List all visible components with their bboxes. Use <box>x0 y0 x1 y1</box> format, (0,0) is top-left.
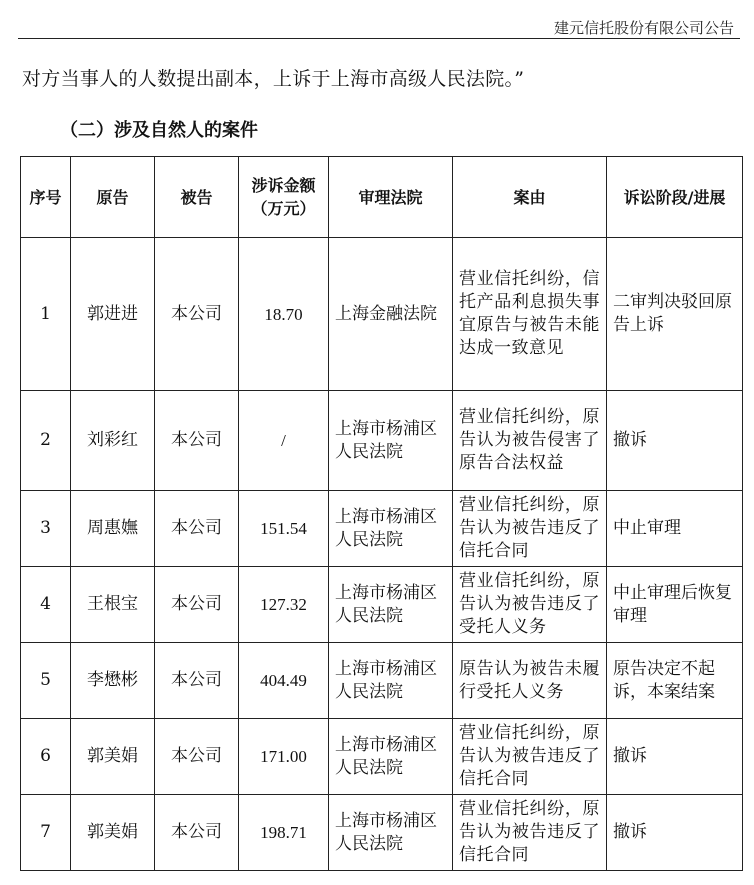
cell-index: 4 <box>21 567 71 643</box>
intro-paragraph: 对方当事人的人数提出副本，上诉于上海市高级人民法院。” <box>22 68 525 90</box>
cell-plaintiff: 周惠嫵 <box>71 491 155 567</box>
cell-court: 上海市杨浦区人民法院 <box>329 795 453 871</box>
cell-index: 5 <box>21 643 71 719</box>
cell-court: 上海市杨浦区人民法院 <box>329 491 453 567</box>
table-row <box>21 567 743 643</box>
header-cause: 案由 <box>453 157 607 238</box>
cell-defendant: 本公司 <box>155 391 239 491</box>
cell-defendant: 本公司 <box>155 719 239 795</box>
cell-stage: 中止审理 <box>607 491 743 567</box>
cell-cause: 原告认为被告未履行受托人义务 <box>453 643 607 719</box>
cases-table <box>20 156 743 871</box>
cell-index: 7 <box>21 795 71 871</box>
cell-plaintiff: 郭进进 <box>71 238 155 391</box>
cell-plaintiff: 李懋彬 <box>71 643 155 719</box>
cell-defendant: 本公司 <box>155 491 239 567</box>
header-plaintiff: 原告 <box>71 157 155 238</box>
header-amount: 涉诉金额（万元） <box>239 157 329 238</box>
cell-stage: 撤诉 <box>607 719 743 795</box>
cell-amount: 127.32 <box>239 567 329 643</box>
cell-amount: 171.00 <box>239 719 329 795</box>
cell-cause: 营业信托纠纷，信托产品利息损失事宜原告与被告未能达成一致意见 <box>453 238 607 391</box>
cell-amount: 151.54 <box>239 491 329 567</box>
header-defendant: 被告 <box>155 157 239 238</box>
section-title: （二）涉及自然人的案件 <box>60 120 258 141</box>
table-header-row <box>21 157 743 238</box>
cell-plaintiff: 郭美娟 <box>71 795 155 871</box>
cell-amount: 18.70 <box>239 238 329 391</box>
cell-court: 上海市杨浦区人民法院 <box>329 643 453 719</box>
cell-stage: 原告决定不起诉，本案结案 <box>607 643 743 719</box>
cell-stage: 撤诉 <box>607 391 743 491</box>
table-row <box>21 643 743 719</box>
cell-index: 1 <box>21 238 71 391</box>
table-row <box>21 719 743 795</box>
page-header <box>0 0 754 38</box>
table-row <box>21 238 743 391</box>
cell-cause: 营业信托纠纷，原告认为被告侵害了原告合法权益 <box>453 391 607 491</box>
header-index: 序号 <box>21 157 71 238</box>
cell-defendant: 本公司 <box>155 567 239 643</box>
cell-defendant: 本公司 <box>155 795 239 871</box>
cell-index: 3 <box>21 491 71 567</box>
cell-defendant: 本公司 <box>155 643 239 719</box>
table-row <box>21 491 743 567</box>
cell-stage: 中止审理后恢复审理 <box>607 567 743 643</box>
cell-cause: 营业信托纠纷，原告认为被告违反了信托合同 <box>453 795 607 871</box>
cell-court: 上海市杨浦区人民法院 <box>329 567 453 643</box>
cell-amount: 198.71 <box>239 795 329 871</box>
company-announcement-title: 建元信托股份有限公司公告 <box>553 19 734 37</box>
cell-index: 2 <box>21 391 71 491</box>
cell-cause: 营业信托纠纷，原告认为被告违反了信托合同 <box>453 491 607 567</box>
cell-court: 上海金融法院 <box>329 238 453 391</box>
cell-defendant: 本公司 <box>155 238 239 391</box>
cell-court: 上海市杨浦区人民法院 <box>329 391 453 491</box>
cell-stage: 撤诉 <box>607 795 743 871</box>
cell-amount: 404.49 <box>239 643 329 719</box>
cell-stage: 二审判决驳回原告上诉 <box>607 238 743 391</box>
cell-index: 6 <box>21 719 71 795</box>
header-court: 审理法院 <box>329 157 453 238</box>
header-stage: 诉讼阶段/进展 <box>607 157 743 238</box>
cell-plaintiff: 郭美娟 <box>71 719 155 795</box>
table-row <box>21 391 743 491</box>
cell-amount: / <box>239 391 329 491</box>
cell-plaintiff: 刘彩红 <box>71 391 155 491</box>
header-divider <box>18 38 740 39</box>
cell-cause: 营业信托纠纷，原告认为被告违反了受托人义务 <box>453 567 607 643</box>
cell-court: 上海市杨浦区人民法院 <box>329 719 453 795</box>
cell-plaintiff: 王根宝 <box>71 567 155 643</box>
cell-cause: 营业信托纠纷，原告认为被告违反了信托合同 <box>453 719 607 795</box>
table-row <box>21 795 743 871</box>
